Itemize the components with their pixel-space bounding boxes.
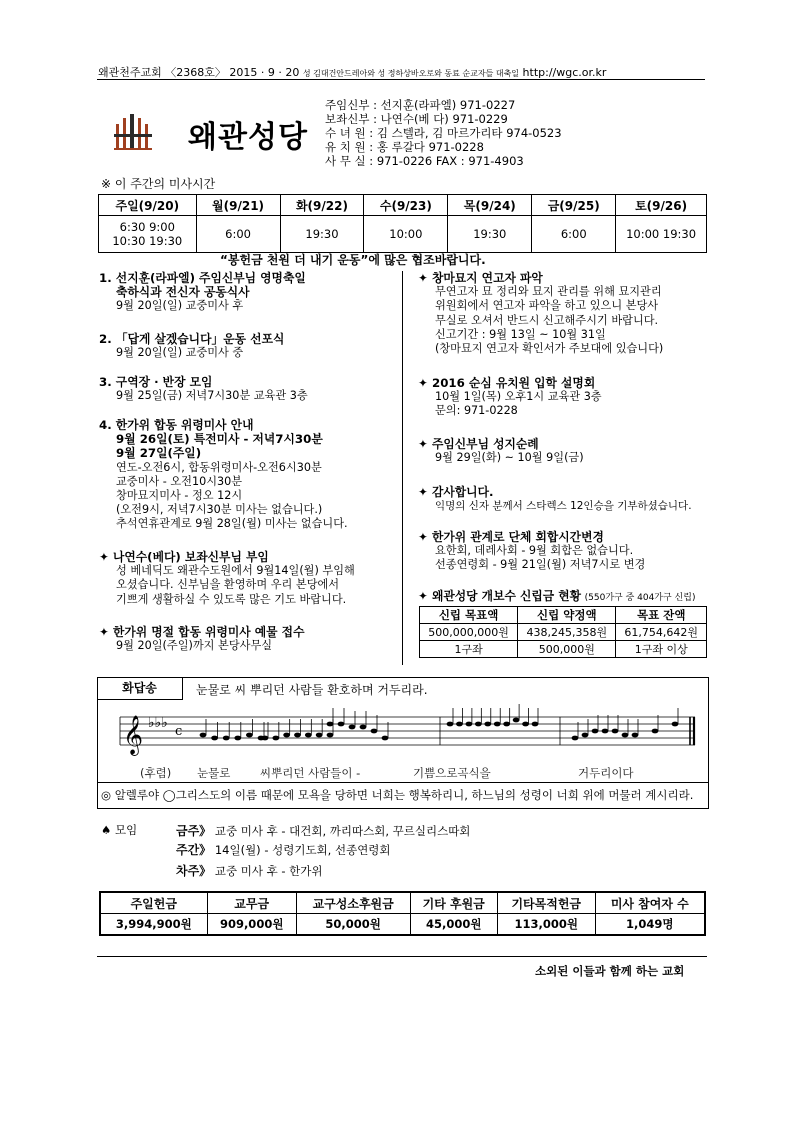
footer-motto: 소외된 이들과 함께 하는 교회 (535, 964, 685, 978)
treble-clef-icon: 𝄞 (123, 715, 144, 755)
note-head (475, 722, 482, 727)
mass-time: 10:00 19:30 (616, 216, 707, 253)
mass-schedule-title: ※ 이 주간의 미사시간 (101, 177, 216, 191)
note-head (200, 733, 207, 738)
notice-item (99, 550, 389, 607)
mass-time: 10:30 19:30 (112, 234, 183, 248)
note-head (382, 736, 389, 741)
offering-value: 113,000원 (497, 914, 595, 936)
contact-convent: 수 녀 원 : 김 스텔라, 김 마르가리타 974-0523 (325, 126, 562, 140)
note-head (522, 722, 529, 727)
day-header: 토(9/26) (616, 195, 707, 216)
fund-header: 목표 잔액 (616, 607, 707, 624)
notice-item (418, 271, 708, 356)
note-head (305, 733, 312, 738)
offering-header: 미사 참여자 수 (595, 892, 705, 914)
contact-office: 사 무 실 : 971-0226 FAX : 971-4903 (325, 154, 524, 168)
footer-divider (97, 956, 707, 957)
note-head (532, 722, 539, 727)
hymn-label: 화답송 (97, 677, 183, 700)
note-head (294, 733, 301, 738)
day-header: 월(9/21) (196, 195, 280, 216)
svg-text:♭♭♭: ♭♭♭ (148, 715, 168, 731)
fund-title: ✦ 왜관성당 개보수 신립금 현황 (418, 589, 582, 603)
note-head (622, 733, 629, 738)
offering-value: 909,000원 (207, 914, 296, 936)
notice-line: 연도-오전6시, 합동위령미사-오전6시30분 (116, 460, 322, 474)
offering-header: 주일헌금 (100, 892, 207, 914)
notice-item (418, 437, 708, 465)
offering-value: 50,000원 (296, 914, 410, 936)
offering-header: 교무금 (207, 892, 296, 914)
note-head (338, 722, 345, 727)
notice-line: 무실로 오셔서 반드시 신고해주시기 바랍니다. (435, 313, 659, 327)
note-head (672, 722, 679, 727)
notice-item (99, 332, 389, 360)
meeting-key: 차주》 (176, 864, 212, 878)
svg-text:c: c (175, 724, 183, 739)
music-staff (115, 702, 700, 762)
note-head (211, 736, 218, 741)
notice-line: 교중미사 - 오전10시30분 (116, 474, 243, 488)
day-header: 금(9/25) (532, 195, 616, 216)
notice-item (418, 485, 718, 513)
note-head (465, 722, 472, 727)
note-head (582, 733, 589, 738)
lyric: (후렴) (140, 766, 172, 780)
note-head (327, 733, 334, 738)
notice-line: 9월 20일(일) 교중미사 중 (116, 346, 244, 360)
contact-assistant: 보좌신부 : 나연수(베 다) 971-0229 (325, 112, 508, 126)
notice-line: 9월 27일(주일) (116, 446, 202, 461)
note-head (503, 722, 510, 727)
bulletin-header (98, 64, 708, 80)
meeting-value: 교중 미사 후 - 한가위 (214, 864, 323, 878)
fund-cell: 500,000,000원 (420, 624, 518, 641)
offering-value: 1,049명 (595, 914, 705, 936)
fund-cell: 61,754,642원 (616, 624, 707, 641)
mass-time: 6:30 9:00 (119, 220, 175, 234)
note-head (494, 722, 501, 727)
notice-line: 위원회에서 연고자 파악을 하고 있으니 본당사 (435, 299, 659, 313)
note-head (283, 733, 290, 738)
notice-title: ✦ 감사합니다. (418, 485, 494, 499)
meeting-key: 금주》 (176, 824, 212, 838)
mass-time: 6:00 (532, 216, 616, 253)
meeting-key: 주간》 (176, 843, 212, 857)
notice-line: 9월 29일(화) ~ 10월 9일(금) (435, 451, 584, 465)
header-divider (97, 79, 705, 80)
fund-note: (550가구 중 404가구 신립) (584, 593, 696, 603)
mass-time: 19:30 (280, 216, 364, 253)
note-head (234, 736, 241, 741)
church-logo-icon (112, 112, 154, 154)
contact-pastor: 주임신부 : 선지훈(라파엘) 971-0227 (325, 98, 516, 112)
day-header: 수(9/23) (364, 195, 448, 216)
notice-title: ✦ 한가위 관계로 단체 회합시간변경 (418, 530, 604, 544)
note-head (349, 725, 356, 730)
notice-line: 9월 26일(토) 특전미사 - 저녁7시30분 (116, 432, 323, 447)
day-header: 목(9/24) (448, 195, 532, 216)
campaign-banner: “봉헌금 천원 더 내기 운동”에 많은 협조바랍니다. (220, 253, 486, 267)
fund-cell: 438,245,358원 (518, 624, 616, 641)
notice-line: 9월 20일(일) 교중미사 후 (116, 299, 244, 313)
notice-item (418, 530, 708, 573)
note-head (223, 736, 230, 741)
notice-item (99, 375, 389, 403)
notice-line: 10월 1일(목) 오후1시 교육관 3층 (435, 390, 602, 404)
alleluia-divider (97, 782, 709, 783)
notice-title: 3. 구역장 · 반장 모임 (99, 375, 213, 389)
note-head (316, 733, 323, 738)
notice-line: 문의: 971-0228 (435, 404, 518, 418)
notice-line: 요한회, 데레사회 - 9월 회합은 없습니다. (435, 544, 634, 558)
note-head (592, 729, 599, 734)
lyric: 눈물로 (197, 766, 231, 780)
note-head (360, 725, 367, 730)
note-head (612, 729, 619, 734)
notice-title: 4. 한가위 합동 위령미사 안내 (99, 418, 254, 432)
notice-item (99, 418, 389, 532)
notice-line: 무연고자 묘 정리와 묘지 관리를 위해 묘지관리 (435, 285, 662, 299)
notice-line: 익명의 신자 분께서 스타렉스 12인승을 기부하셨습니다. (435, 500, 692, 513)
notice-line: 축하식과 전신자 공동식사 (116, 285, 250, 300)
note-head (572, 736, 579, 741)
note-head (484, 722, 491, 727)
issue-info: 왜관천주교회 〈2368호〉 2015 · 9 · 20 (98, 66, 300, 79)
offerings-table (99, 891, 706, 936)
offering-header: 기타목적헌금 (497, 892, 595, 914)
notice-item (99, 625, 389, 653)
note-head (371, 729, 378, 734)
lyric: 거두리이다 (578, 766, 634, 780)
mass-time: 6:00 (196, 216, 280, 253)
notice-item (99, 271, 389, 314)
contact-list (325, 98, 562, 168)
notice-line: 추석연휴관계로 9월 28일(월) 미사는 없습니다. (116, 517, 348, 531)
note-head (246, 733, 253, 738)
notice-title: ✦ 주임신부님 성지순례 (418, 437, 539, 451)
contact-kindergarten: 유 치 원 : 홍 루갈다 971-0228 (325, 140, 484, 154)
notice-title: 1. 선지훈(라파엘) 주임신부님 영명축일 (99, 271, 306, 285)
meeting-value: 14일(월) - 성령기도회, 선종연령회 (214, 843, 391, 857)
meeting-value: 교중 미사 후 - 대건회, 까리따스회, 꾸르실리스따회 (214, 824, 471, 838)
notice-line: 성 베네딕도 왜관수도원에서 9월14일(월) 부임해 (116, 564, 355, 578)
fund-table (419, 606, 707, 658)
note-head (602, 729, 609, 734)
note-head (652, 729, 659, 734)
notice-line: 9월 20일(주일)까지 본당사무실 (116, 639, 273, 653)
mass-schedule-table (98, 194, 707, 253)
hymn-refrain: 눈물로 씨 뿌리던 사람들 환호하며 거두리라. (196, 683, 428, 697)
mass-time-cell (99, 216, 197, 253)
church-name: 왜관성당 (188, 120, 308, 155)
notice-title: ✦ 창마묘지 연고자 파악 (418, 271, 543, 285)
note-head (327, 722, 334, 727)
notice-title: ✦ 2016 순심 유치원 입학 설명회 (418, 376, 596, 390)
meetings-label: ♠ 모임 (101, 823, 138, 837)
fund-header: 신립 약정액 (518, 607, 616, 624)
note-head (272, 736, 279, 741)
notice-line: 선종연령회 - 9월 21일(월) 저녁7시로 변경 (435, 558, 646, 572)
note-head (447, 722, 454, 727)
note-head (456, 722, 463, 727)
fund-section (418, 589, 718, 605)
note-head (513, 718, 520, 723)
fund-cell: 500,000원 (518, 641, 616, 658)
notice-item (418, 376, 708, 419)
meeting-row (176, 862, 323, 879)
offering-header: 기타 후원금 (410, 892, 497, 914)
notice-line: 신고기간 : 9월 13일 ~ 10월 31일 (435, 327, 606, 341)
meeting-row (176, 841, 391, 858)
note-head (262, 736, 269, 741)
offering-value: 3,994,900원 (100, 914, 207, 936)
notice-line: (오전9시, 저녁7시30분 미사는 없습니다.) (116, 503, 323, 517)
notice-line: 기쁘게 생활하실 수 있도록 많은 기도 바랍니다. (116, 592, 347, 606)
notice-title: 2. 「답게 살겠습니다」운동 선포식 (99, 332, 285, 346)
lyric: 씨뿌리던 사람들이 - (260, 766, 361, 780)
fund-header: 신립 목표액 (420, 607, 518, 624)
notice-line: 오셨습니다. 신부님을 환영하며 우리 본당에서 (116, 578, 340, 592)
day-header: 주일(9/20) (99, 195, 197, 216)
alleluia-verse: ◎ 알렐루야 ◯그리스도의 이름 때문에 모욕을 당하면 너희는 행복하리니, 하느님의 성령이 너희 위에 머물러 계시리라. (101, 788, 694, 802)
mass-time: 19:30 (448, 216, 532, 253)
notice-line: 9월 25일(금) 저녁7시30분 교육관 3층 (116, 389, 308, 403)
day-header: 화(9/22) (280, 195, 364, 216)
notice-title: ✦ 한가위 명절 합동 위령미사 예물 접수 (99, 625, 305, 639)
lyric: 기쁨으로곡식을 (413, 766, 491, 780)
fund-cell: 1구좌 (420, 641, 518, 658)
fund-cell: 1구좌 이상 (616, 641, 707, 658)
meeting-row (176, 822, 470, 839)
offering-header: 교구성소후원금 (296, 892, 410, 914)
notice-title: ✦ 나연수(베다) 보좌신부님 부임 (99, 550, 269, 564)
note-head (632, 733, 639, 738)
notice-line: (창마묘지 연고자 확인서가 주보대에 있습니다) (435, 342, 664, 356)
offering-value: 45,000원 (410, 914, 497, 936)
feast-name: 성 김대건안드레아와 성 정하상바오로와 동료 순교자들 대축일 (302, 69, 520, 78)
column-divider (402, 271, 403, 665)
website-url[interactable]: http://wgc.or.kr (522, 66, 607, 79)
mass-time: 10:00 (364, 216, 448, 253)
notice-line: 창마묘지미사 - 정오 12시 (116, 489, 243, 503)
